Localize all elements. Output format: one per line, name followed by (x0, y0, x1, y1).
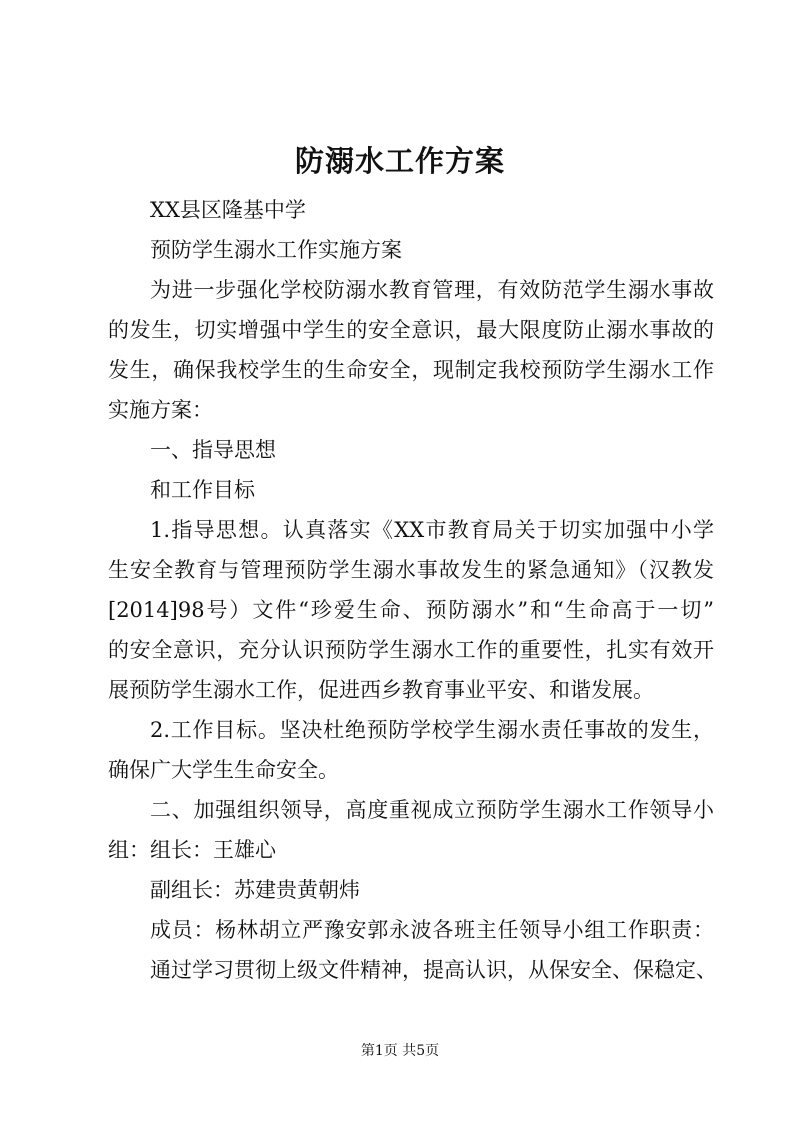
body-line: [2014]98号）文件“珍爱生命、预防溺水”和“生命高于一切” (108, 598, 714, 622)
body-line: 实施方案： (108, 398, 213, 422)
body-line: 组：组长：王雄心 (108, 838, 276, 862)
school-name-line: XX县区隆基中学 (150, 198, 306, 222)
body-line: 展预防学生溺水工作，促进西乡教育事业平安、和谐发展。 (108, 678, 654, 702)
body-line: 的发生，切实增强中学生的安全意识，最大限度防止溺水事故的 (108, 318, 714, 342)
body-line: 2.工作目标。坚决杜绝预防学校学生溺水责任事故的发生， (150, 718, 714, 742)
body-line: 的安全意识，充分认识预防学生溺水工作的重要性，扎实有效开 (108, 638, 714, 662)
body-line: 确保广大学生生命安全。 (108, 758, 339, 782)
body-line: 副组长：苏建贵黄朝炜 (150, 878, 360, 902)
section-heading-1-continued: 和工作目标 (150, 478, 255, 502)
body-line: 成员：杨林胡立严豫安郭永波各班主任领导小组工作职责： (150, 918, 714, 942)
page-number-footer: 第1页 共5页 (360, 1043, 440, 1059)
body-line: 为进一步强化学校防溺水教育管理，有效防范学生溺水事故 (150, 278, 714, 302)
plan-subtitle-line: 预防学生溺水工作实施方案 (150, 238, 402, 262)
body-line: 发生，确保我校学生的生命安全，现制定我校预防学生溺水工作 (108, 358, 714, 382)
body-line: 生安全教育与管理预防学生溺水事故发生的紧急通知》（汉教发 (108, 558, 714, 582)
body-line: 1.指导思想。认真落实《XX市教育局关于切实加强中小学 (150, 518, 714, 542)
section-heading-2: 二、加强组织领导，高度重视成立预防学生溺水工作领导小 (150, 798, 714, 822)
body-line: 通过学习贯彻上级文件精神，提高认识，从保安全、保稳定、 (150, 958, 717, 982)
section-heading-1: 一、指导思想 (150, 438, 276, 462)
document-body (108, 190, 717, 990)
document-title: 防溺水工作方案 (294, 144, 505, 178)
